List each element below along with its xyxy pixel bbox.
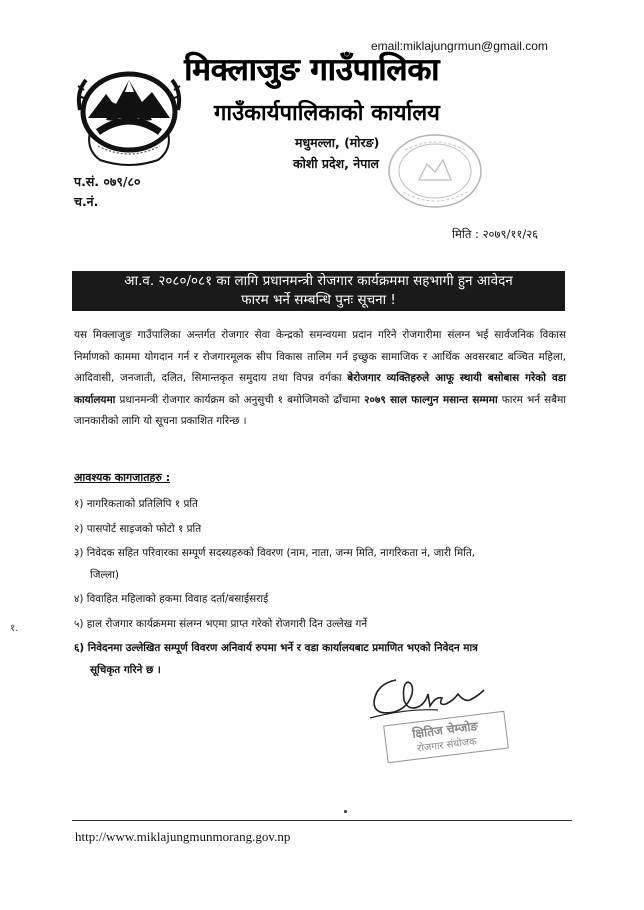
- address-line-2: कोशी प्रदेश, नेपाल: [293, 156, 380, 171]
- address-line-1: मधुमल्ला, (मोरङ): [295, 135, 380, 150]
- office-stamp-icon: [385, 130, 485, 212]
- signatory-title: रोजगार संयोजक: [416, 736, 478, 755]
- margin-mark: १.: [10, 623, 19, 634]
- body-bold-2: २०७९ साल फाल्गुन मसान्त सम्ममा: [364, 393, 498, 406]
- requirement-item: ४) विवाहित महिलाको हकमा विवाह दर्ता/बसाईसराई: [74, 593, 269, 605]
- requirements-heading: आवश्यक कागजातहरु :: [74, 471, 171, 484]
- banner-line-1: आ.व. २०८०/०८१ का लागि प्रधानमन्त्री रोजगार कार्यक्रममा सहभागी हुन आवेदन: [124, 273, 513, 289]
- body-bold-1: बेरोजगार व्यक्तिहरुले आफू स्थायी बसोबास गरेको वडा कार्यालयमा: [74, 372, 566, 406]
- office-subtitle: गाउँकार्यपालिकाको कार्यालय: [214, 101, 440, 126]
- reference-number: प.सं. ०७९/८०: [74, 174, 141, 189]
- requirement-item-continuation: जिल्ला): [90, 568, 119, 581]
- dispatch-number: च.नं.: [74, 194, 99, 209]
- body-text-2: प्रधानमन्त्री रोजगार कार्यक्रम को अनुसुची १ बमोजिमको ढाँचामा: [115, 393, 365, 406]
- signatory-name: क्षितिज चेम्जोङ: [411, 719, 479, 742]
- requirement-item: १) नागरिकताको प्रतिलिपि १ प्रति: [74, 498, 198, 510]
- requirements-list: [74, 494, 566, 684]
- requirement-item-text: ६) निवेदनमा उल्लेखित सम्पूर्ण विवरण अनिवार्य रुपमा भर्ने र वडा कार्यालयबाट प्रमाणित भएको निवेदन मात्र: [74, 642, 478, 654]
- notice-date: मिति : २०७९/११/२६: [452, 227, 539, 241]
- municipality-title: मिक्लाजुङ गाउँपालिका: [184, 52, 440, 88]
- stray-dot: [344, 810, 347, 813]
- body-text-3: फारम भर्न सबैमा जानकारीको लागि यो सूचना प्रकाशित गरिन्छ ।: [74, 393, 566, 427]
- body-text-1: यस मिक्लाजुङ गाउँपालिका अन्तर्गत रोजगार सेवा केन्द्रको समन्वयमा प्रदान गरिने रोजगारीमा संलग्न भई सार्वजनिक विकास निर्माणको काममा योगदान गर्न र रोजगारमूलक सीप विकास तालिम गर्न इच्छुक सामाजिक र आर्थिक अवसरबाट बञ्चित महिला, आदिवासी, जनजाती, दलित, सिमान्तकृत समुदाय तथा विपन्न वर्गका: [74, 329, 566, 384]
- banner-line-2: फारम भर्ने सम्बन्धि पुनः सूचना !: [241, 292, 396, 308]
- notice-body-paragraph: [74, 325, 566, 433]
- notice-title-banner: [72, 271, 565, 311]
- footer-divider: [72, 820, 572, 821]
- requirement-item-text: ३) निवेदक सहित परिवारका सम्पूर्ण सदस्यहरुको विवरण (नाम, नाता, जन्म मिति, नागरिकता नं, जारी मिति,: [74, 547, 476, 559]
- header-email: email:miklajungrmun@gmail.com: [371, 39, 548, 53]
- government-emblem-icon: [76, 58, 182, 170]
- requirement-item: ५) हाल रोजगार कार्यक्रममा संलग्न भएमा प्राप्त गरेको रोजगारी दिन उल्लेख गर्ने: [74, 617, 368, 630]
- requirement-item-continuation: सूचिकृत गरिने छ ।: [90, 663, 161, 676]
- footer-website-link[interactable]: http://www.miklajungmunmorang.gov.np: [75, 829, 291, 844]
- requirement-item: [74, 543, 566, 586]
- requirement-item: २) पासपोर्ट साइजको फोटो १ प्रति: [74, 522, 202, 535]
